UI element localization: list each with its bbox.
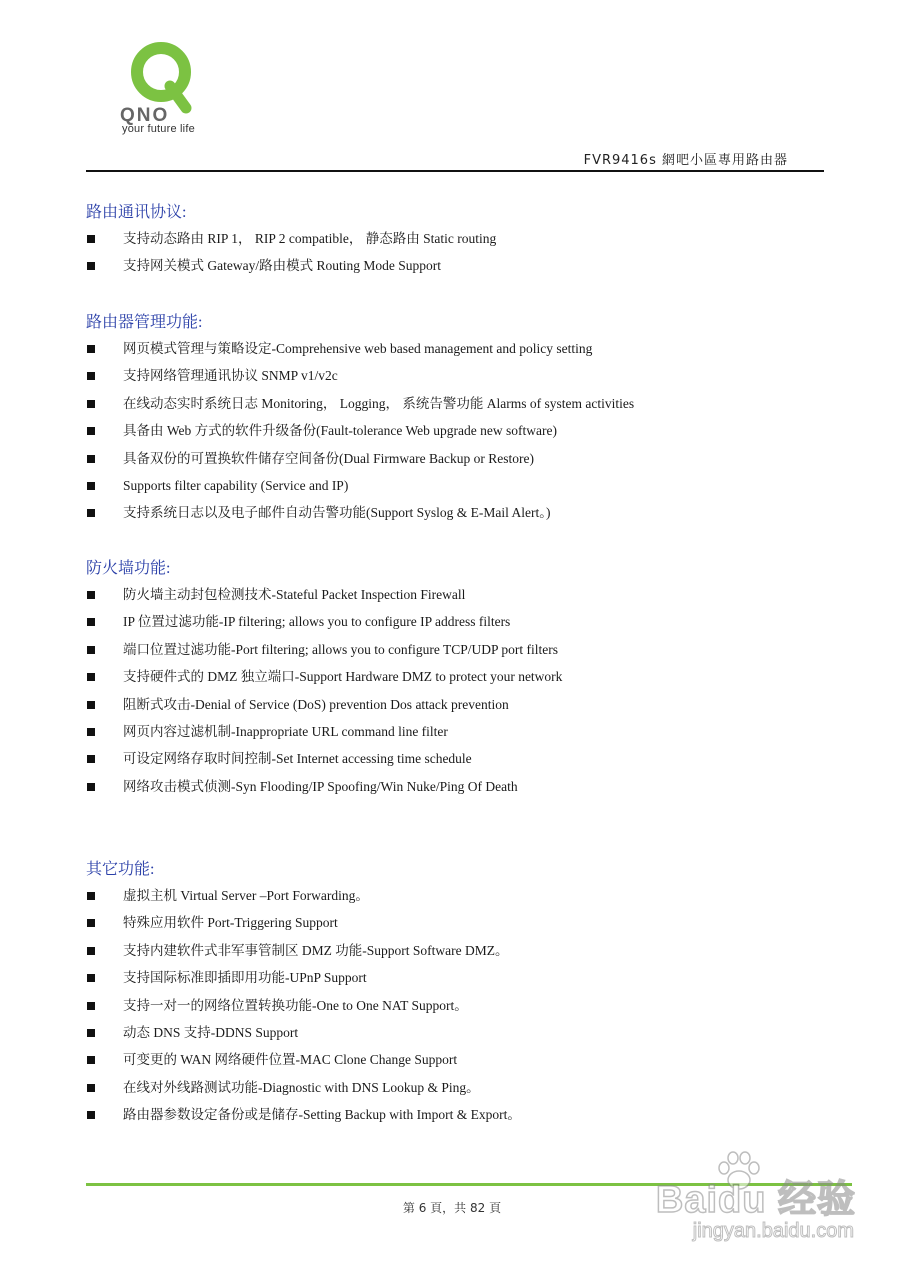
list-item: 支持网络管理通讯协议 SNMP v1/v2c <box>86 365 826 392</box>
bullet-icon <box>87 345 95 353</box>
list-item: Supports filter capability (Service and IP) <box>86 475 826 502</box>
bullet-icon <box>87 673 95 681</box>
list-item: 网络攻击模式侦测-Syn Flooding/IP Spoofing/Win Nuke/Ping Of Death <box>86 776 826 803</box>
bullet-icon <box>87 1029 95 1037</box>
bullet-icon <box>87 618 95 626</box>
watermark-url: jingyan.baidu.com <box>692 1220 854 1242</box>
list-item: 网页模式管理与策略设定-Comprehensive web based management and policy setting <box>86 338 826 365</box>
bullet-icon <box>87 701 95 709</box>
list-item: 路由器参数设定备份或是储存-Setting Backup with Import & Export。 <box>86 1104 826 1131</box>
document-header-title: FVR9416s 網吧小區專用路由器 <box>583 153 788 168</box>
list-item: 可设定网络存取时间控制-Set Internet accessing time schedule <box>86 748 826 775</box>
section-title: 路由器管理功能: <box>86 314 203 331</box>
baidu-watermark <box>636 1150 856 1250</box>
section-other-features <box>86 859 826 1132</box>
bullet-icon <box>87 455 95 463</box>
list-item: 在线动态实时系统日志 Monitoring， Logging， 系统告警功能 Alarms of system activities <box>86 393 826 420</box>
bullet-icon <box>87 1056 95 1064</box>
section-routing-protocol <box>86 202 826 283</box>
list-item: 动态 DNS 支持-DDNS Support <box>86 1022 826 1049</box>
bullet-icon <box>87 591 95 599</box>
feature-list <box>86 228 826 283</box>
watermark-brand: Baidu 经验 <box>655 1179 856 1221</box>
list-item: 具备双份的可置换软件储存空间备份(Dual Firmware Backup or Restore) <box>86 448 826 475</box>
list-item: 在线对外线路测试功能-Diagnostic with DNS Lookup & Ping。 <box>86 1077 826 1104</box>
list-item: IP 位置过滤功能-IP filtering; allows you to configure IP address filters <box>86 611 826 638</box>
bullet-icon <box>87 235 95 243</box>
list-item: 阻断式攻击-Denial of Service (DoS) prevention Dos attack prevention <box>86 694 826 721</box>
list-item: 特殊应用软件 Port-Triggering Support <box>86 912 826 939</box>
bullet-icon <box>87 372 95 380</box>
logo-text: QNO <box>120 105 170 126</box>
bullet-icon <box>87 755 95 763</box>
list-item: 支持动态路由 RIP 1， RIP 2 compatible， 静态路由 Static routing <box>86 228 826 255</box>
header-rule <box>86 170 824 172</box>
bullet-icon <box>87 892 95 900</box>
bullet-icon <box>87 1084 95 1092</box>
bullet-icon <box>87 947 95 955</box>
bullet-icon <box>87 646 95 654</box>
feature-list <box>86 885 826 1132</box>
page-number: 第 6 頁，共 82 頁 <box>402 1201 502 1215</box>
bullet-icon <box>87 400 95 408</box>
feature-list <box>86 584 826 803</box>
section-title: 路由通讯协议: <box>86 204 187 221</box>
list-item: 具备由 Web 方式的软件升级备份(Fault-tolerance Web upgrade new software) <box>86 420 826 447</box>
section-firewall <box>86 558 826 803</box>
bullet-icon <box>87 482 95 490</box>
bullet-icon <box>87 974 95 982</box>
bullet-icon <box>87 427 95 435</box>
section-router-management <box>86 312 826 530</box>
bullet-icon <box>87 262 95 270</box>
bullet-icon <box>87 1002 95 1010</box>
list-item: 支持内建软件式非军事管制区 DMZ 功能-Support Software DMZ。 <box>86 940 826 967</box>
bullet-icon <box>87 783 95 791</box>
list-item: 支持系统日志以及电子邮件自动告警功能(Support Syslog & E-Mail Alert。) <box>86 502 826 529</box>
list-item: 支持网关模式 Gateway/路由模式 Routing Mode Support <box>86 255 826 282</box>
list-item: 虚拟主机 Virtual Server –Port Forwarding。 <box>86 885 826 912</box>
bullet-icon <box>87 1111 95 1119</box>
feature-list <box>86 338 826 530</box>
list-item: 支持硬件式的 DMZ 独立端口-Support Hardware DMZ to protect your network <box>86 666 826 693</box>
list-item: 防火墙主动封包检测技术-Stateful Packet Inspection Firewall <box>86 584 826 611</box>
logo-tagline: your future life <box>122 123 195 135</box>
bullet-icon <box>87 728 95 736</box>
list-item: 网页内容过滤机制-Inappropriate URL command line filter <box>86 721 826 748</box>
list-item: 端口位置过滤功能-Port filtering; allows you to configure TCP/UDP port filters <box>86 639 826 666</box>
list-item: 支持一对一的网络位置转换功能-One to One NAT Support。 <box>86 995 826 1022</box>
bullet-icon <box>87 919 95 927</box>
bullet-icon <box>87 509 95 517</box>
section-title: 防火墙功能: <box>86 560 171 577</box>
list-item: 支持国际标准即插即用功能-UPnP Support <box>86 967 826 994</box>
list-item: 可变更的 WAN 网络硬件位置-MAC Clone Change Support <box>86 1049 826 1076</box>
section-title: 其它功能: <box>86 861 155 878</box>
